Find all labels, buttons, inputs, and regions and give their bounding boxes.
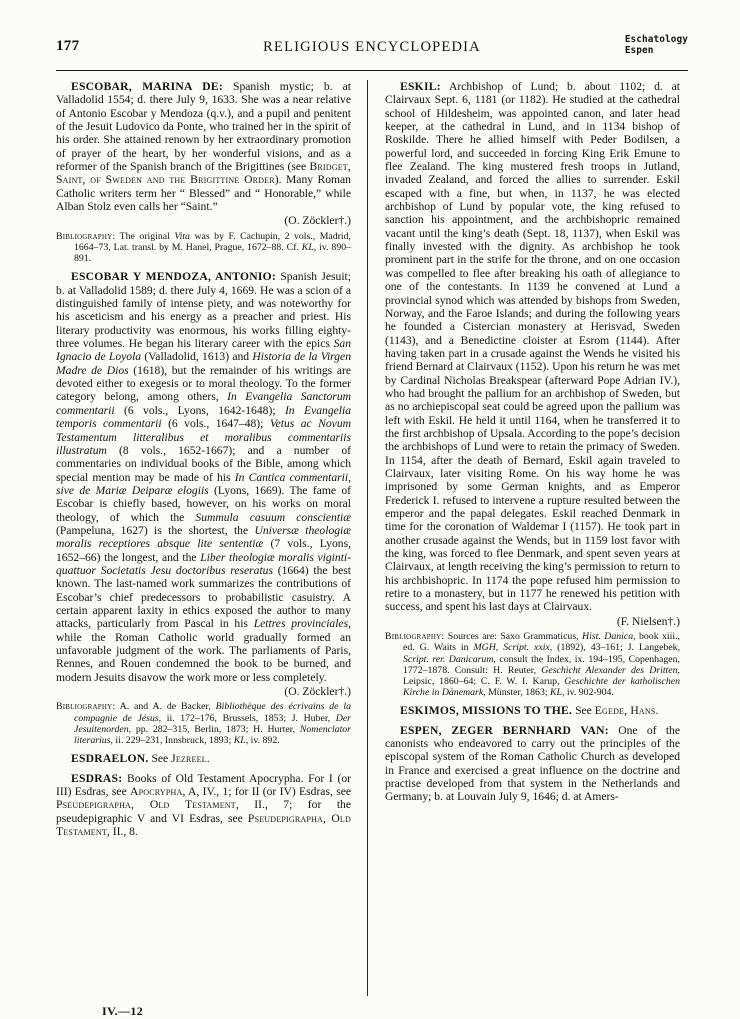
small-caps-run: Bibliography: <box>385 631 445 643</box>
italic-run: KL <box>233 735 246 746</box>
text-columns <box>56 80 688 996</box>
small-caps-run: Bibliography: <box>56 230 116 242</box>
text-run: One of the canonists who endeavored to carry out the principles of the episcopal system of the Roman Catholic Church as developed in France and exercised a great influence on the doctrine and practise developed from that system in the Netherlands and Germany; b. at Louvain July 9, 1646; d. at Amers- <box>385 723 680 804</box>
header-rule <box>56 70 688 71</box>
text-run: , pp. 282–315, Berlin, 1873; H. Hurter, <box>128 723 300 735</box>
text-run: , ii. 229–231, Innsbruck, 1893; <box>110 735 234 746</box>
italic-run: MGH, Script. <box>473 642 530 654</box>
header-catchwords <box>625 35 688 56</box>
text-run: The original <box>115 230 175 242</box>
text-run: (Lyons, 1669). The fame of Escobar is chiefly based, however, on his works on moral theology, of which the <box>56 483 352 524</box>
text-run: , ii. 172–176, Brussels, 1853; J. Huber, <box>158 712 336 724</box>
italic-run: Liber theologiæ moralis viginti-quattuor Societatis Jesu doctoribus reseratus <box>56 550 352 577</box>
entry-headword: ESCOBAR, MARINA DE: <box>71 80 224 93</box>
header-catchword-first: Eschatology <box>624 34 688 45</box>
italic-run: Geschichte der katholischen Kirche in Dänemark <box>403 675 680 699</box>
italic-run: In Cantica commentarii, sive de Mariæ Deiparæ elogiis <box>56 470 352 497</box>
text-run: (7 vols., Lyons, 1652–66) the longest, and the <box>56 537 351 564</box>
encyclopedia-entry <box>56 772 351 839</box>
text-run: (6 vols., 1647–48); <box>161 417 270 431</box>
entry-author-signature: (O. Zöckler†.) <box>284 685 351 699</box>
page-number: 177 <box>56 38 80 54</box>
encyclopedia-entry <box>56 80 351 213</box>
text-run: , consult the Index, ix. 194–195, Copenhagen, 1772–1878. Consult: H. Reuter, <box>403 653 680 676</box>
italic-run: Script. rer. Danicarum <box>403 653 494 665</box>
text-run: (Pampeluna, 1627) is the shortest, the <box>56 523 255 537</box>
italic-run: Geschicht Alexander des Dritten <box>541 664 678 676</box>
text-run: , Münster, 1863; <box>483 687 551 699</box>
entry-headword: ESDRAELON. <box>71 752 149 766</box>
text-run: Books of Old Testament Apocrypha. For I (or III) Esdras, see <box>56 771 351 798</box>
text-run: , iv. 892. <box>245 735 280 746</box>
text-run: (1664) the best known. The last-named work summarizes the contributions of Escobar’s chief predecessors to probabilistic casuistry. A certain apparent laxity in ethics exposed the author to many attacks, particularly from Pascal in his <box>56 563 351 631</box>
text-run: ). Many Roman Catholic writers term her “ Blessed” and “ Honorable,” while Alban Stolz even calls her “Saint.” <box>56 173 351 214</box>
small-caps-run: Jezreel <box>171 752 207 766</box>
italic-run: Nomenclator literarius <box>74 723 351 746</box>
entry-headword: ESDRAS: <box>71 771 123 785</box>
entry-headword: ESCOBAR Y MENDOZA, ANTONIO: <box>71 270 277 284</box>
text-run: . <box>655 704 659 718</box>
text-run: was by F. Cachupin, 2 vols., Madrid, 1664–73, Lat. transl. by M. Hanel, Prague, 1672–88. Cf. <box>74 230 351 253</box>
encyclopedia-entry <box>385 724 680 804</box>
text-run: See <box>148 752 172 766</box>
italic-run: Lettres provinciales <box>253 617 349 631</box>
entry-bibliography <box>56 701 351 746</box>
italic-run: Summula casuum conscientiæ <box>195 510 352 524</box>
italic-run: KL <box>301 241 314 253</box>
entry-headword: ESPEN, ZEGER BERNHARD VAN: <box>400 723 609 737</box>
text-run: , Leipsic, 1860–64; C. F. W. I. Karup, <box>403 664 680 687</box>
left-column <box>56 80 367 996</box>
text-run: , iv. 890–891. <box>74 241 352 265</box>
entry-bibliography <box>56 231 351 265</box>
text-run: Sources are: Saxo Grammaticus, <box>444 631 583 643</box>
small-caps-run: Pseudepigrapha, Old Testament <box>56 811 351 838</box>
text-run: (8 vols., 1652-1667); and a number of commentaries on individual books of the Bible, among which special mention may be made of his <box>56 443 351 484</box>
text-run: , book xiii., ed. G. Waits in <box>403 631 680 654</box>
text-run: (Valladolid, 1613) and <box>141 350 253 364</box>
text-run: , A, IV., 1; for II (or IV) Esdras, see <box>182 784 351 798</box>
right-column <box>367 80 680 996</box>
italic-run: Vita <box>174 230 190 242</box>
italic-run: Historia de la Virgen Madre de Dios <box>56 350 351 377</box>
text-run: . <box>206 752 210 766</box>
small-caps-run: Apocrypha <box>130 784 183 798</box>
text-run: Spanish mystic; b. at Valladolid 1554; d. there July 9, 1633. She was a near relative of Antonio Escobar y Mendoza (q.v.), and a pupil and penitent of the Jesuit Ludovico da Ponte, who trained her in the spirit of his order. She attained renown by her extraordinary promotion of prayer of the heart, by her wonderful visions, and as a reformer of the Spanish branch of the Brigittines (see <box>56 80 351 174</box>
small-caps-run: Egede, Hans <box>594 704 656 718</box>
text-run: , II., 8. <box>106 824 138 838</box>
entry-headword: ESKIL: <box>400 80 441 93</box>
entry-author-signature: (O. Zöckler†.) <box>284 214 351 228</box>
encyclopedia-entry <box>56 270 351 684</box>
text-run: , while the Roman Catholic world gradually formed an unfavorable judgment of the work. The parliaments of Paris, Rennes, and Rouen condemned the book to be burned, and modern Jesuits disavow the work more or less completely. <box>56 617 351 684</box>
small-caps-run: Bridget, Saint, of Sweden and the Brigittine Order <box>56 160 351 187</box>
italic-run: Bibliothèque des écrivains de la compagnie de Jésus <box>74 701 351 724</box>
small-caps-run: Bibliography: <box>56 701 116 713</box>
text-run: A. and A. de Backer, <box>115 701 216 713</box>
encyclopedia-entry <box>385 80 680 614</box>
text-run: , II., 7; for the pseudepigraphic V and VI Esdras, see <box>56 798 351 825</box>
entry-bibliography <box>385 631 680 698</box>
italic-run: xxix <box>534 642 550 654</box>
italic-run: In Evangelia temporis commentarii <box>56 403 351 431</box>
small-caps-run: Pseudepigrapha, Old Testament <box>56 798 236 812</box>
italic-run: San Ignacio de Loyola <box>56 337 351 364</box>
entry-headword: ESKIMOS, MISSIONS TO THE. <box>400 704 573 718</box>
running-title: RELIGIOUS ENCYCLOPEDIA <box>263 39 481 55</box>
text-run: (6 vols., Lyons, 1642-1648); <box>114 403 285 417</box>
italic-run: Der Jesuitenorden <box>74 712 351 735</box>
italic-run: Hist. Danica <box>582 631 634 643</box>
italic-run: In Evangelia Sanctorum commentarii <box>56 390 351 417</box>
text-run: (1618), but the remainder of his writings are devoted either to exegesis or to moral theology. To the former category belong, among others, <box>56 363 351 404</box>
text-run: Spanish Jesuit; b. at Valladolid 1589; d. there July 4, 1669. He was a scion of a distinguished family of intense piety, and was noteworthy for his asceticism and his energy as a preacher and priest. His literary productivity was enormous, his works filling eighty-three volumes. He began his literary career with the epics <box>56 270 351 351</box>
text-run: , (1892), 43–161; J. Langebek, <box>549 642 681 654</box>
encyclopedia-entry <box>385 704 680 717</box>
signature-mark: IV.—12 <box>102 1004 144 1018</box>
text-run: Archbishop of Lund; b. about 1102; d. at Clairvaux Sept. 6, 1181 (or 1182). He studied at the cathedral school of Hildesheim, was appointed canon, and later head keeper, at the cathedral in Lund, and in 1134 bishop of Roskilde. There he allied himself with Peder Bodilsen, a powerful lord, and succeeded in forcing King Erik Emune to flee Zealand. The king mustered fresh troops in Jutland, invaded Zealand, and forced the allies to surrender. Eskil escaped with a fine, but when, in 1137, he was elected archbishop of Lund by popular vote, the king refused to sanction his appointment, and the archbishopric remained vacant until the king’s death (Sept. 18, 1137), when Eskil was finally invested with the dignity. As archbishop he took prominent part in the strife for the throne, and on one occasion was compelled to flee after breaking his oath of allegiance to one of the contestants. In 1139 he convened at Lund a provincial synod which was attended by bishops from Sweden, Norway, and the Faroe Islands; and during the following years he founded a Cistercian monastery at Herisvad, Sweden (1143), and a Benedictine cloister at Esrom (1144). After having taken part in a crusade against the Wends he visited his friend Bernard at Clairvaux (1152). Upon his return he was met by Cardinal Nicholas Breakspear (afterward Pope Adrian IV.), who had brought the pallium for an archbishop of Sweden, but as no archiepiscopal seat could be agreed upon the pallium was left with Eskil. He held it until 1164, when he transferred it to the first archbishop of Upsala. According to the pope’s decision the archbishops of Lund were to retain the primacy of Sweden. In 1154, after the death of Bernard, Eskil again traveled to Clairvaux, later visiting Rome. On his way home he was imprisoned by some German knights, and as Emperor Frederick I. refused to intervene a rupture resulted between the emperor and the papal delegates. Eskil reached Denmark in time for the coronation of Waldemar I (1157). He took part in another crusade against the Wends, but in 1159 lost favor with the king, was forced to flee Denmark, and spent seven years at Clairvaux, at length receiving the king’s permission to return to his archbishopric. In 1174 the pope refused him permission to retire to a monastery, but in 1177 he renewed his petition with success, and spent his last days at Clairvaux. <box>385 80 680 614</box>
encyclopedia-entry <box>56 752 351 765</box>
italic-run: Universæ theologiæ moralis receptiores absque lite sententiæ <box>56 523 351 551</box>
running-head <box>56 34 688 68</box>
entry-author-signature: (F. Nielsen†.) <box>616 614 680 628</box>
header-catchword-last: Espen <box>624 44 654 56</box>
text-run: , iv. 902-904. <box>562 687 614 699</box>
italic-run: Vetus ac Novum Testamentum litteralibus et moralibus commentariis illustratum <box>56 417 351 457</box>
italic-run: KL <box>550 687 562 699</box>
text-run: See <box>572 704 595 718</box>
